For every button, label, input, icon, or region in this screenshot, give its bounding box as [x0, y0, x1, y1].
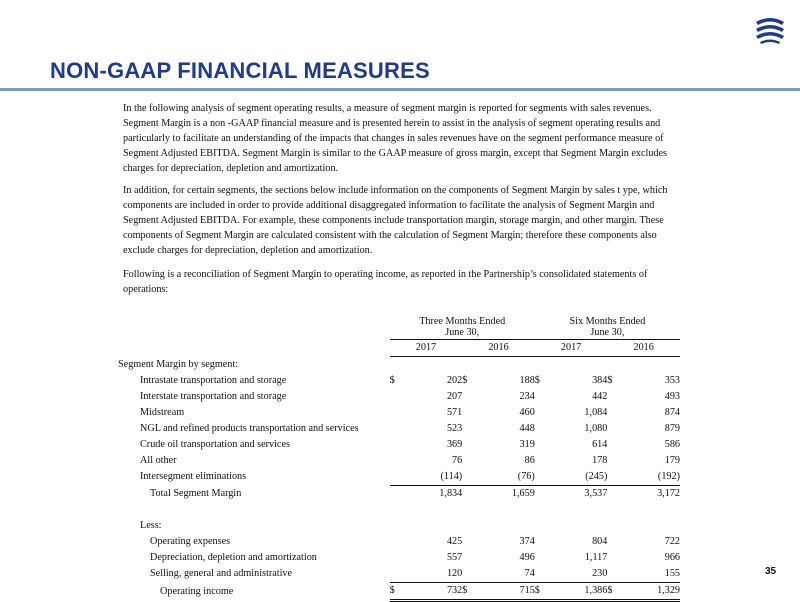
table-row: [118, 534, 680, 550]
year-header: 2017: [390, 339, 463, 356]
total-value: 3,537: [584, 488, 608, 499]
energy-transfer-logo-icon: [752, 12, 788, 48]
currency-symbol: $: [607, 582, 617, 600]
less-label-row: [118, 518, 680, 534]
currency-symbol: $: [462, 375, 468, 386]
intro-paragraph: In the following analysis of segment operating results, a measure of segment margin is reported for segments with sales revenues. Segment Margin is a non -GAAP financial measure and is presented herein to assist in the analysis of segment operating results and particularly to facilitate an understanding of the impacts that changes in sales revenues have on the segment performance measure of Segment Adjusted EBITDA. Segment Margin is similar to the GAAP measure of gross margin, except that Segment Margin excludes charges for depreciation, depletion and amortization.: [123, 103, 667, 174]
row-label: Selling, general and administrative: [150, 568, 293, 580]
less-label: Less:: [140, 520, 162, 531]
row-value: 586: [664, 439, 680, 450]
row-value: 523: [446, 423, 463, 434]
table-row: [118, 389, 680, 405]
row-label: Operating expenses: [150, 536, 231, 547]
row-value: 202: [446, 375, 463, 386]
row-value: 448: [519, 423, 535, 434]
row-label: Depreciation, depletion and amortization: [150, 552, 317, 563]
row-value: 120: [400, 566, 462, 583]
row-label: NGL and refined products transportation and services: [140, 423, 359, 434]
row-value: 442: [592, 391, 608, 402]
row-label: Intersegment eliminations: [140, 471, 247, 483]
row-value: 319: [519, 439, 535, 450]
row-value: (114): [400, 469, 462, 486]
row-value: 86: [524, 455, 535, 466]
operating-income-row: [118, 582, 680, 600]
row-value: 230: [545, 566, 607, 583]
row-label: Intrastate transportation and storage: [140, 375, 287, 386]
row-value: 207: [446, 391, 463, 402]
row-value: 722: [664, 536, 680, 547]
table-row: [118, 373, 680, 389]
currency-symbol: $: [462, 582, 472, 600]
currency-symbol: $: [535, 582, 545, 600]
row-value: 425: [446, 536, 463, 547]
section-label-row: [118, 356, 680, 373]
year-header: 2017: [535, 339, 608, 356]
operating-income-value: 1,386: [545, 582, 607, 600]
row-value: 557: [446, 552, 463, 563]
total-value: 1,659: [511, 488, 535, 499]
row-value: 804: [592, 536, 608, 547]
currency-symbol: $: [389, 375, 395, 386]
row-value: 571: [446, 407, 463, 418]
table-row: [118, 566, 680, 583]
row-value: (192): [618, 469, 680, 486]
row-value: 76: [452, 455, 463, 466]
row-label: Crude oil transportation and services: [140, 439, 290, 450]
currency-symbol: $: [534, 375, 540, 386]
year-header: 2016: [607, 339, 680, 356]
row-value: (245): [545, 469, 607, 486]
row-label: All other: [140, 455, 177, 466]
row-value: 384: [592, 375, 608, 386]
spacer-row: [118, 502, 680, 518]
row-value: 1,117: [584, 552, 608, 563]
row-value: 496: [519, 552, 535, 563]
page-title: NON-GAAP FINANCIAL MEASURES: [50, 58, 430, 83]
row-value: 353: [664, 375, 680, 386]
row-value: 74: [473, 566, 535, 583]
title-divider: [0, 88, 800, 91]
row-value: 879: [664, 423, 680, 434]
row-value: 460: [519, 407, 535, 418]
row-value: 614: [592, 439, 608, 450]
row-value: 1,084: [584, 407, 608, 418]
currency-symbol: $: [390, 582, 400, 600]
total-value: 3,172: [657, 488, 680, 499]
section-label: Segment Margin by segment:: [118, 358, 239, 370]
table-group-header-row: [118, 315, 680, 339]
row-value: 369: [446, 439, 463, 450]
components-paragraph: In addition, for certain segments, the sections below include information on the components of Segment Margin by sales t ype, which components are included in order to provide additional disaggregated information to facilitate the analysis of Segment Margin and Segment Adjusted EBITDA. For example, these components include transportation margin, storage margin, and other margin. These components of Segment Margin are calculated consistent with the calculation of Segment Margin; therefore these components also exclude charges for depreciation, depletion and amortization.: [123, 185, 668, 256]
row-value: 374: [519, 536, 535, 547]
reconciliation-intro-paragraph: Following is a reconciliation of Segment Margin to operating income, as reported in the Partnership’s consolidated statements of operations:: [123, 269, 648, 295]
row-value: (76): [473, 469, 535, 486]
row-value: 966: [664, 552, 680, 563]
operating-income-value: 715: [473, 582, 535, 600]
operating-income-label: Operating income: [160, 585, 234, 597]
row-label: Midstream: [140, 407, 185, 418]
table-row: [118, 469, 680, 486]
year-header: 2016: [462, 339, 535, 356]
row-value: 874: [664, 407, 680, 418]
row-value: 493: [664, 391, 680, 402]
table-row: [118, 437, 680, 453]
operating-income-value: 732: [400, 582, 462, 600]
table-row: [118, 405, 680, 421]
row-value: 234: [519, 391, 535, 402]
row-value: 179: [664, 455, 680, 466]
total-row: [118, 485, 680, 502]
page-number: 35: [765, 566, 777, 577]
table-row: [118, 453, 680, 469]
currency-symbol: $: [607, 375, 613, 386]
segment-margin-reconciliation-table: [118, 315, 680, 602]
table-row: [118, 550, 680, 566]
row-label: Interstate transportation and storage: [140, 391, 287, 402]
row-value: 1,080: [584, 423, 608, 434]
row-value: 188: [519, 375, 535, 386]
six-months-header: Six Months Ended June 30,: [535, 315, 680, 339]
operating-income-value: 1,329: [618, 582, 680, 600]
total-label: Total Segment Margin: [150, 487, 242, 499]
row-value: 155: [618, 566, 680, 583]
table-year-header-row: [118, 339, 680, 356]
three-months-header: Three Months Ended June 30,: [390, 315, 535, 339]
table-row: [118, 421, 680, 437]
total-value: 1,834: [439, 488, 463, 499]
row-value: 178: [592, 455, 608, 466]
